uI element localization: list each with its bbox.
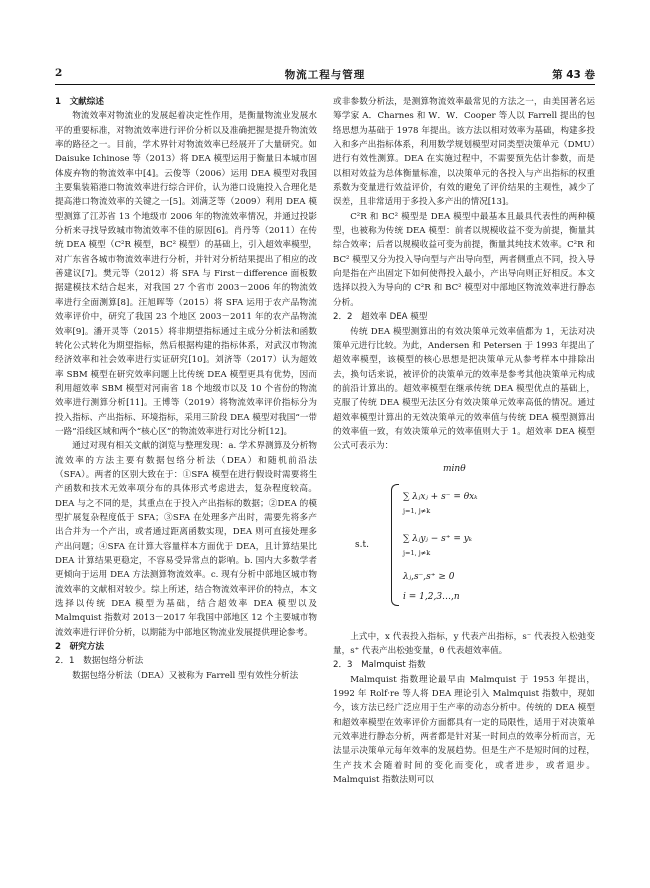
super-efficiency-formula bbox=[333, 456, 595, 628]
formula-brace bbox=[391, 484, 399, 606]
formula-constraint-1: ∑ λⱼxⱼ + s⁻ = θxₖ bbox=[403, 491, 478, 502]
formula-constraint-3: λⱼ,s⁻,s⁺ ≥ 0 bbox=[403, 571, 455, 582]
paragraph: 或非参数分析法，是测算物流效率最常见的方法之一，由美国著名运筹学家 A．Charnes 和 W．W．Cooper 等人以 Farrell 提出的包络思想为基础于 1978 年提出。该方法以相对效率为基础，构建多投入和多产出指标体系，利用数学规划模型对同类型决策单元（DMU）进行有效性测算。DEA 在实施过程中，不需要预先估计参数，而是以相对效益为总体衡量标准，以决策单元的各投入与产出指标的权重系数为变量进行效益评价，有效的避免了评价结果的主观性，减少了误差，且非常适用于多投入多产出的情况[13]。 bbox=[333, 97, 595, 208]
formula-sum-index-2: j=1, j≠k bbox=[403, 548, 431, 557]
page-header bbox=[55, 64, 595, 82]
paragraph: Malmquist 指数理论最早由 Malmquist 于 1953 年提出，1992 年 Rolf·re 等人将 DEA 理论引入 Malmquist 指数中，现如今，该方法已经广泛应用于生产率的动态分析中。传统的 DEA 模型和超效率模型在效率评价方面都具有一定的局限性，适用于对决策单元效率进行静态分析，两者都是针对某一时间点的效率分析而言，无法显示决策单元每年效率的发展趋势。但是生产不是短时间的过程，生产技术会随着时间的变化而变化，或者进步，或者退步。Malmquist 指数法则可以 bbox=[333, 674, 595, 786]
formula-constraint-4: i = 1,2,3…,n bbox=[403, 591, 460, 602]
section-2-3-title: 2．3 Malmquist 指数 bbox=[333, 660, 426, 671]
section-1-title: 1 文献综述 bbox=[55, 97, 104, 107]
formula-st-label: s.t. bbox=[355, 539, 369, 550]
right-column bbox=[333, 95, 595, 787]
paragraph: C²R 和 BC² 模型是 DEA 模型中最基本且最具代表性的两种模型，也被称为传统 DEA 模型：前者以规模收益不变为前提，衡量其综合效率；后者以规模收益可变为前提，衡量其纯技术效率。C²R 和 BC² 模型又分为投入导向型与产出导向型，两者侧重点不同，投入导向是指在产出固定下如何使得投入最小，产出导向则正好相反。本文选择以投入为导向的 C²R 和 BC² 模型对中部地区物流效率进行静态分析。 bbox=[333, 211, 595, 308]
left-column bbox=[55, 95, 317, 683]
section-2-1-title: 2．1 数据包络分析法 bbox=[55, 656, 144, 667]
section-2-2-title: 2．2 超效率 DEA 模型 bbox=[333, 312, 428, 323]
header-rule bbox=[55, 84, 595, 85]
volume-label: 第 43 卷 bbox=[552, 69, 595, 81]
page-number: 2 bbox=[55, 67, 63, 79]
paragraph: 通过对现有相关文献的浏览与整理发现：a. 学术界测算及分析物流效率的方法主要有数据包络分析法（DEA）和随机前沿法（SFA）。两者的区别大致在于：①SFA 模型在进行假设时需要将生产函数和技术无效率项分布的具体形式考虑进去，复杂程度较高。DEA 与之不同的是，其重点在于投入产出指标的数据；②DEA 的模型扩展复杂程度低于 SFA；③SFA 在处理多产出时，需要先将多产出合并为一个产出，或者通过距离函数实现，DEA 则可直接处理多产出问题；④SFA 在计算大容量样本方面优于 DEA，且计算结果比 DEA 计算结果更稳定，不容易受异常点的影响。b. 国内大多数学者更倾向于运用 DEA 方法测算物流效率。c. 现有分析中部地区城市物流效率的文献相对较少。综上所述，结合物流效率评价的特点，本文选择以传统 DEA 模型为基础，结合超效率 DEA 模型以及 Malmquist 指数对 2013－2017 年我国中部地区 12 个主要城市物流效率进行评价分析，以期能为中部地区物流业发展提供理论参考。 bbox=[55, 441, 317, 638]
paragraph: 传统 DEA 模型测算出的有效决策单元效率值都为 1，无法对决策单元进行比较。为此，Andersen 和 Petersen 于 1993 年提出了超效率模型，该模型的核心思想是把决策单元从参考样本中排除出去，换句话来说，被评价的决策单元的效率是参考其他决策单元构成的前沿计算出的。超效率模型在继承传统 DEA 模型优点的基础上，克服了传统 DEA 模型无法区分有效决策单元效率高低的情况。通过超效率模型计算出的无效决策单元的效率值与传统 DEA 模型测算出的效率值一致，有效决策单元的效率值则大于 1。超效率 DEA 模型公式可表示为： bbox=[333, 326, 595, 452]
paragraph: 物流效率对物流业的发展起着决定性作用，是衡量物流业发展水平的重要标准，对物流效率进行评价分析以及准确把握是提升物流效率的路径之一。目前，学术界针对物流效率已经展开了大量研究。如 Daisuke Ichinose 等（2013）将 DEA 模型运用于衡量日本城市固体废弃物的物流效率中[4]。云俊等（2006）运用 DEA 模型对我国主要集装箱港口物流效率进行综合评价，认为港口设施投入合理化是提高港口物流效率的关键之一[5]。刘满芝等（2009）利用 DEA 模型测算了江苏省 13 个地级市 2006 年的物流效率情况，并通过投影分析来寻找导致城市物流效率不佳的原因[6]。肖丹等（2011）在传统 DEA 模型（C²R 模型，BC² 模型）的基础上，引入超效率模型，对广东省各城市物流效率进行分析，并针对分析结果提出了相应的改善建议[7]。樊元等（2012）将 SFA 与 First－difference 面板数据建模技术结合起来，对我国 27 个省市 2003－2006 年的物流效率进行全面测算[8]。汪旭晖等（2015）将 SFA 运用于农产品物流效率评价中，研究了我国 23 个地区 2003－2011 年的农产品物流效率[9]。潘开灵等（2015）将非期望指标通过主成分分析法和函数转化公式转化为期望指标，然后根据构建的指标体系，对武汉市物流经济效率和社会效率进行实证研究[10]。刘济等（2017）认为超效率 SBM 模型在研究效率问题上比传统 DEA 模型更具有优势，因而利用超效率 SBM 模型对河南省 18 个地级市以及 10 个省份的物流效率进行测算分析[11]。王博等（2019）将物流效率评价指标分为投入指标、产出指标、环境指标，采用三阶段 DEA 模型对我国“一带一路”沿线区域和两个“核心区”的物流效率进行对比分析[12]。 bbox=[55, 111, 317, 437]
paragraph: 数据包络分析法（DEA）又被称为 Farrell 型有效性分析法 bbox=[72, 670, 299, 681]
paragraph: 上式中，x 代表投入指标，y 代表产出指标，s⁻ 代表投入松弛变量，s⁺ 代表产出松弛变量，θ 代表超效率值。 bbox=[333, 631, 595, 656]
formula-constraint-2: ∑ λⱼyⱼ − s⁺ = yₖ bbox=[403, 533, 473, 544]
formula-objective: minθ bbox=[443, 463, 466, 474]
section-2-title: 2 研究方法 bbox=[55, 642, 104, 653]
formula-sum-index-1: j=1, j≠k bbox=[403, 506, 431, 515]
journal-title: 物流工程与管理 bbox=[284, 69, 366, 81]
